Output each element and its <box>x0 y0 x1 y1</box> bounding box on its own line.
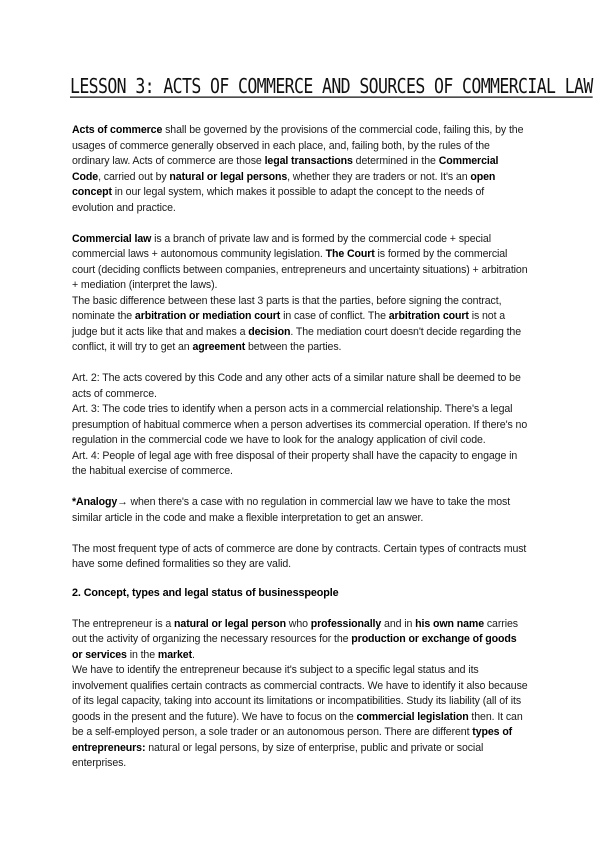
bold-term: production or exchange of goods or services <box>72 633 517 661</box>
bold-term: The Court <box>325 248 375 260</box>
text-run: and in <box>381 617 416 630</box>
text-run: carries out the activity of organizing the necessary resources for the <box>72 617 518 645</box>
bold-term: Commercial Code <box>72 155 499 183</box>
bold-term: types of entrepreneurs: <box>72 726 513 754</box>
page-title: LESSON 3: ACTS OF COMMERCE AND SOURCES OF COMMERCIAL LAW <box>70 74 593 98</box>
text-run: is formed by the commercial court (deciding conflicts between companies, entrepreneurs and uncertainty situations) + arbitration + mediation (interpret the laws). <box>72 248 528 291</box>
bold-term: arbitration court <box>388 310 469 322</box>
text-run: in the <box>126 648 158 661</box>
bold-term: agreement <box>192 341 246 353</box>
bold-term: market <box>157 648 193 661</box>
bold-term: commercial legislation <box>356 710 469 723</box>
text-run: , carried out by <box>98 170 170 183</box>
text-run: is a branch of private law and is formed by the commercial code + special commercial laws + autonomous community legislation. <box>72 232 491 260</box>
document-body <box>72 123 528 772</box>
text-run: determined in the <box>352 155 439 167</box>
text-run: between the parties. <box>245 341 342 353</box>
bold-term: Commercial law <box>72 232 152 245</box>
bold-term: professionally <box>310 617 382 630</box>
text-run: shall be governed by the provisions of the commercial code, failing this, by the usages of commerce generally observed in each place, and, failing both, by the rules of the ordinary law. Acts of commerce are those <box>72 124 524 167</box>
text-run: who <box>285 617 311 630</box>
bold-term: decision <box>248 325 291 338</box>
paragraph-commercial-law <box>72 232 528 294</box>
paragraph-entrepreneur-identification <box>72 663 528 772</box>
bold-term: legal transactions <box>264 155 353 167</box>
text-run: in our legal system, which makes it possible to adapt the concept to the needs of evolution and practice. <box>72 186 485 214</box>
paragraph-acts-of-commerce <box>72 123 528 216</box>
text-run: . The mediation court doesn't decide regarding the conflict, it will try to get an <box>72 325 522 353</box>
text-run: , whether they are traders or not. It's an <box>287 170 471 183</box>
article-4: Art. 4: People of legal age with free disposal of their property shall have the capacity to engage in the habitual exercise of commerce. <box>72 449 518 477</box>
bold-term: arbitration or mediation court <box>134 310 281 322</box>
article-2: Art. 2: The acts covered by this Code and any other acts of a similar nature shall be deemed to be acts of commerce. <box>72 372 521 400</box>
text-run: The entrepreneur is a <box>72 617 175 630</box>
paragraph-court-difference <box>72 294 528 356</box>
section-heading-businesspeople: 2. Concept, types and legal status of businesspeople <box>72 586 339 599</box>
bold-term: his own name <box>415 617 485 630</box>
paragraph-entrepreneur-definition <box>72 617 528 664</box>
bold-term: open concept <box>72 170 496 198</box>
bold-term: natural or legal persons <box>169 170 288 183</box>
text-run: → when there's a case with no regulation in commercial law we have to take the most similar article in the code and make a flexible interpretation to get an answer. <box>72 496 511 524</box>
article-3: Art. 3: The code tries to identify when a person acts in a commercial relationship. There's a legal presumption of habitual commerce when a person advertises its commercial operation. If there's no regulation in the commercial code we have to look for the analogy application of civil code. <box>72 403 528 446</box>
text-run: . <box>192 648 195 661</box>
text-run: is not a judge but it acts like that and makes a <box>72 310 506 338</box>
text-run: We have to identify the entrepreneur because it's subject to a specific legal status and its involvement qualifies certain contracts as commercial contracts. We have to identify it also because of its legal capacity, taking into account its limitations or incompatibilities. Study its liability (all of its goods in the present and the future). We have to focus on the <box>72 664 528 723</box>
text-run: natural or legal persons, by size of enterprise, public and private or social enterprises. <box>72 741 484 769</box>
bold-term: Acts of commerce <box>72 124 163 136</box>
paragraph-contracts: The most frequent type of acts of commerce are done by contracts. Certain types of contracts must have some defined formalities so they are valid. <box>72 542 527 570</box>
analogy-note <box>72 495 528 526</box>
bold-term: natural or legal person <box>174 617 286 630</box>
text-run: then. It can be a self-employed person, a sole trader or an autonomous person. There are different <box>72 710 523 738</box>
text-run: The basic difference between these last 3 parts is that the parties, before signing the contract, nominate the <box>72 294 502 322</box>
bold-term: *Analogy <box>72 496 118 508</box>
text-run: in case of conflict. The <box>280 310 389 322</box>
